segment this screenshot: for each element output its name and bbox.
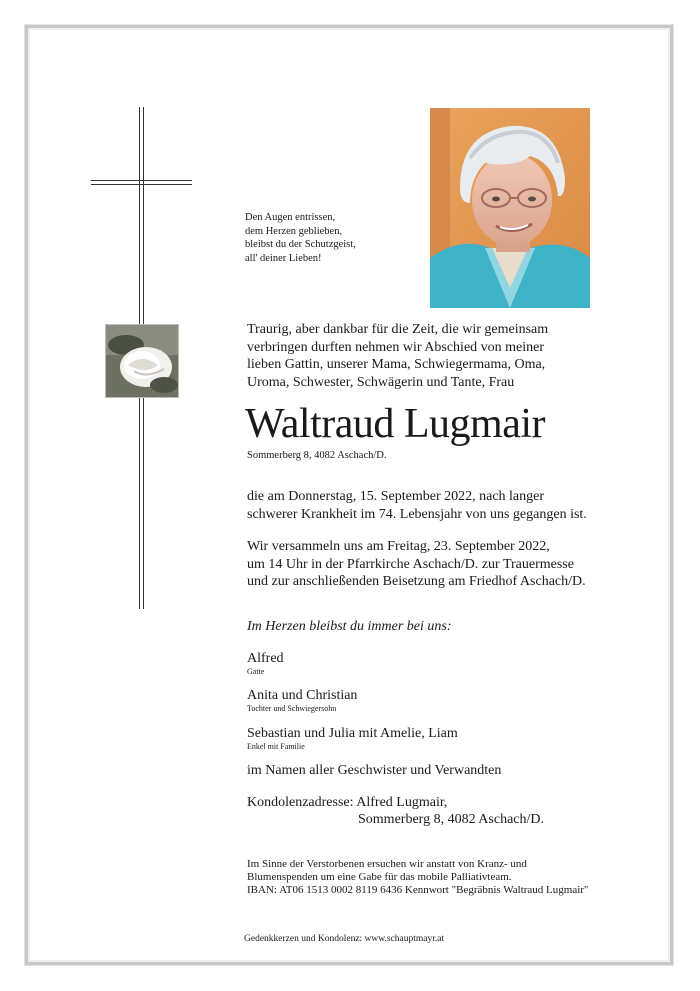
donation-note-line: Blumenspenden um eine Gabe für das mobile Palliativteam.	[247, 871, 512, 883]
funeral-line: Wir versammeln uns am Freitag, 23. September 2022,	[247, 539, 550, 554]
funeral-info	[247, 538, 586, 591]
poem	[245, 211, 356, 265]
cross-horizontal-line	[91, 180, 192, 181]
mourner-name: Sebastian und Julia mit Amelie, Liam	[247, 726, 458, 741]
funeral-line: und zur anschließenden Beisetzung am Friedhof Aschach/D.	[247, 574, 586, 589]
donation-note	[247, 858, 588, 897]
mourner-name: Anita und Christian	[247, 688, 358, 703]
condolence-address-line: Sommerberg 8, 4082 Aschach/D.	[358, 812, 544, 827]
poem-line: all' deiner Lieben!	[245, 252, 322, 264]
cross-horizontal-line	[91, 184, 192, 185]
intro-line: lieben Gattin, unserer Mama, Schwiegermama, Oma,	[247, 357, 546, 372]
intro-text	[247, 321, 548, 391]
mourner-entry	[247, 651, 284, 677]
mourner-entry	[247, 726, 458, 752]
intro-line: Uroma, Schwester, Schwägerin und Tante, Frau	[247, 374, 515, 390]
mourner-entry	[247, 688, 357, 714]
deceased-address: Sommerberg 8, 4082 Aschach/D.	[247, 450, 387, 461]
intro-line: Traurig, aber dankbar für die Zeit, die wir gemeinsam	[247, 322, 549, 337]
death-notice-line: die am Donnerstag, 15. September 2022, nach langer	[247, 489, 545, 504]
death-notice	[247, 488, 587, 523]
death-notice-line: schwerer Krankheit im 74. Lebensjahr von uns gegangen ist.	[247, 506, 587, 522]
footer-website: Gedenkkerzen und Kondolenz: www.schauptmayr.at	[244, 934, 445, 944]
intro-line: verbringen durften nehmen wir Abschied von meiner	[247, 339, 545, 355]
rose-image	[105, 324, 179, 398]
mourner-relation: Enkel mit Familie	[247, 742, 305, 751]
funeral-line: um 14 Uhr in der Pfarrkirche Aschach/D. zur Trauermesse	[247, 556, 574, 572]
donation-note-line: Im Sinne der Verstorbenen ersuchen wir anstatt von Kranz- und	[247, 858, 527, 870]
donation-note-line: IBAN: AT06 1513 0002 8119 6436 Kennwort "Begräbnis Waltraud Lugmair"	[247, 884, 589, 896]
deceased-name: Waltraud Lugmair	[245, 401, 546, 447]
poem-line: Den Augen entrissen,	[245, 212, 336, 223]
mourner-relation: Gatte	[247, 667, 265, 676]
condolence-address-label: Kondolenzadresse: Alfred Lugmair,	[247, 795, 448, 810]
poem-line: bleibst du der Schutzgeist,	[245, 239, 356, 250]
poem-line: dem Herzen geblieben,	[245, 225, 343, 237]
mourner-name: Alfred	[247, 651, 284, 666]
portrait-photo	[430, 108, 590, 308]
mourner-relation: Tochter und Schwiegersohn	[247, 704, 337, 713]
motto: Im Herzen bleibst du immer bei uns:	[247, 619, 452, 634]
relatives-line: im Namen aller Geschwister und Verwandten	[247, 763, 502, 778]
